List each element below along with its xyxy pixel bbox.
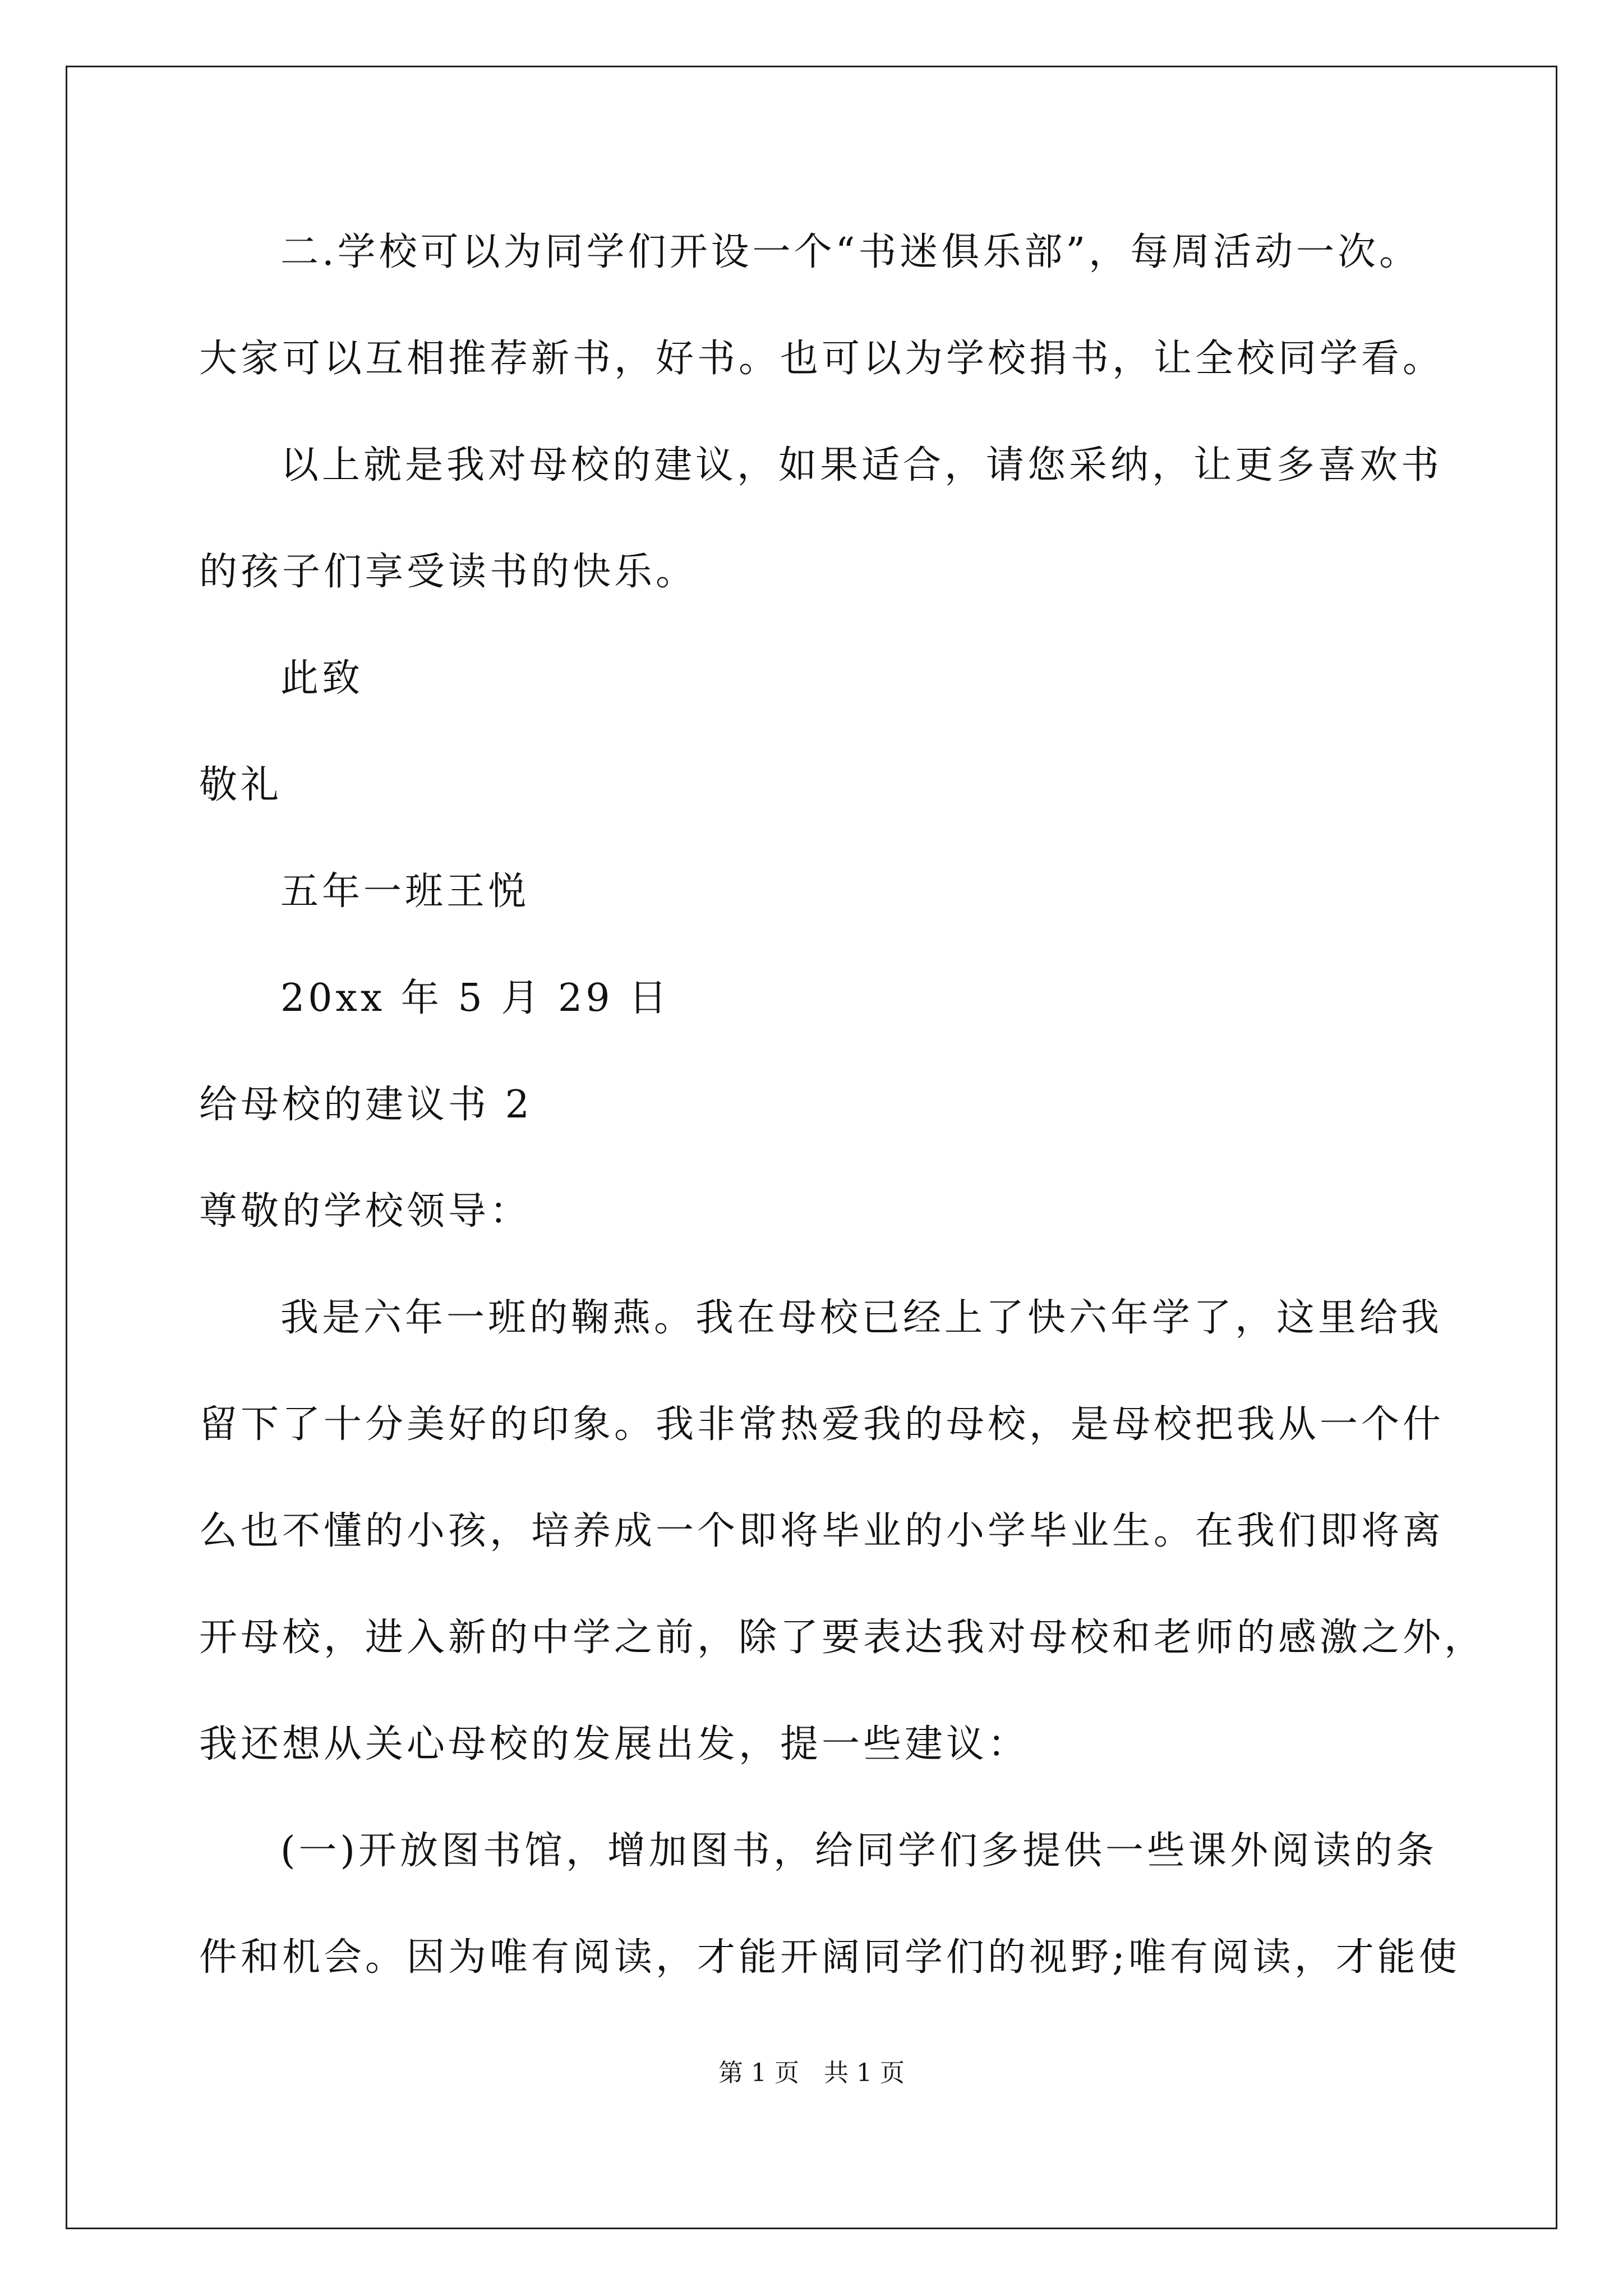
paragraph-line: 我是六年一班的鞠燕。我在母校已经上了快六年学了，这里给我	[280, 1296, 1443, 1340]
paragraph-line: (一)开放图书馆，增加图书，给同学们多提供一些课外阅读的条	[280, 1829, 1438, 1873]
paragraph-line: 大家可以互相推荐新书，好书。也可以为学校捐书，让全校同学看。	[199, 337, 1445, 381]
paragraph-line: 的孩子们享受读书的快乐。	[199, 550, 698, 594]
signature-name: 五年一班王悦	[280, 869, 530, 914]
paragraph-line: 我还想从关心母校的发展出发，提一些建议：	[199, 1722, 1030, 1766]
greeting: 尊敬的学校领导：	[199, 1189, 532, 1234]
page-border	[66, 66, 1557, 2229]
page-footer: 第 1 页 共 1 页	[718, 2059, 905, 2087]
closing-salutation: 此致	[280, 656, 364, 701]
paragraph-line: 留下了十分美好的印象。我非常热爱我的母校，是母校把我从一个什	[199, 1402, 1445, 1447]
paragraph-line: 以上就是我对母校的建议，如果适合，请您采纳，让更多喜欢书	[280, 443, 1443, 487]
signature-date: 20xx 年 5 月 29 日	[280, 976, 671, 1020]
paragraph-line: 开母校，进入新的中学之前，除了要表达我对母校和老师的感激之外，	[199, 1616, 1486, 1660]
paragraph-line: 件和机会。因为唯有阅读，才能开阔同学们的视野;唯有阅读，才能使	[199, 1935, 1460, 1980]
paragraph-line: 二.学校可以为同学们开设一个“书迷俱乐部”，每周活动一次。	[280, 230, 1421, 274]
section-title: 给母校的建议书 2	[199, 1083, 533, 1127]
closing-respect: 敬礼	[199, 763, 283, 807]
paragraph-line: 么也不懂的小孩，培养成一个即将毕业的小学毕业生。在我们即将离	[199, 1509, 1445, 1553]
